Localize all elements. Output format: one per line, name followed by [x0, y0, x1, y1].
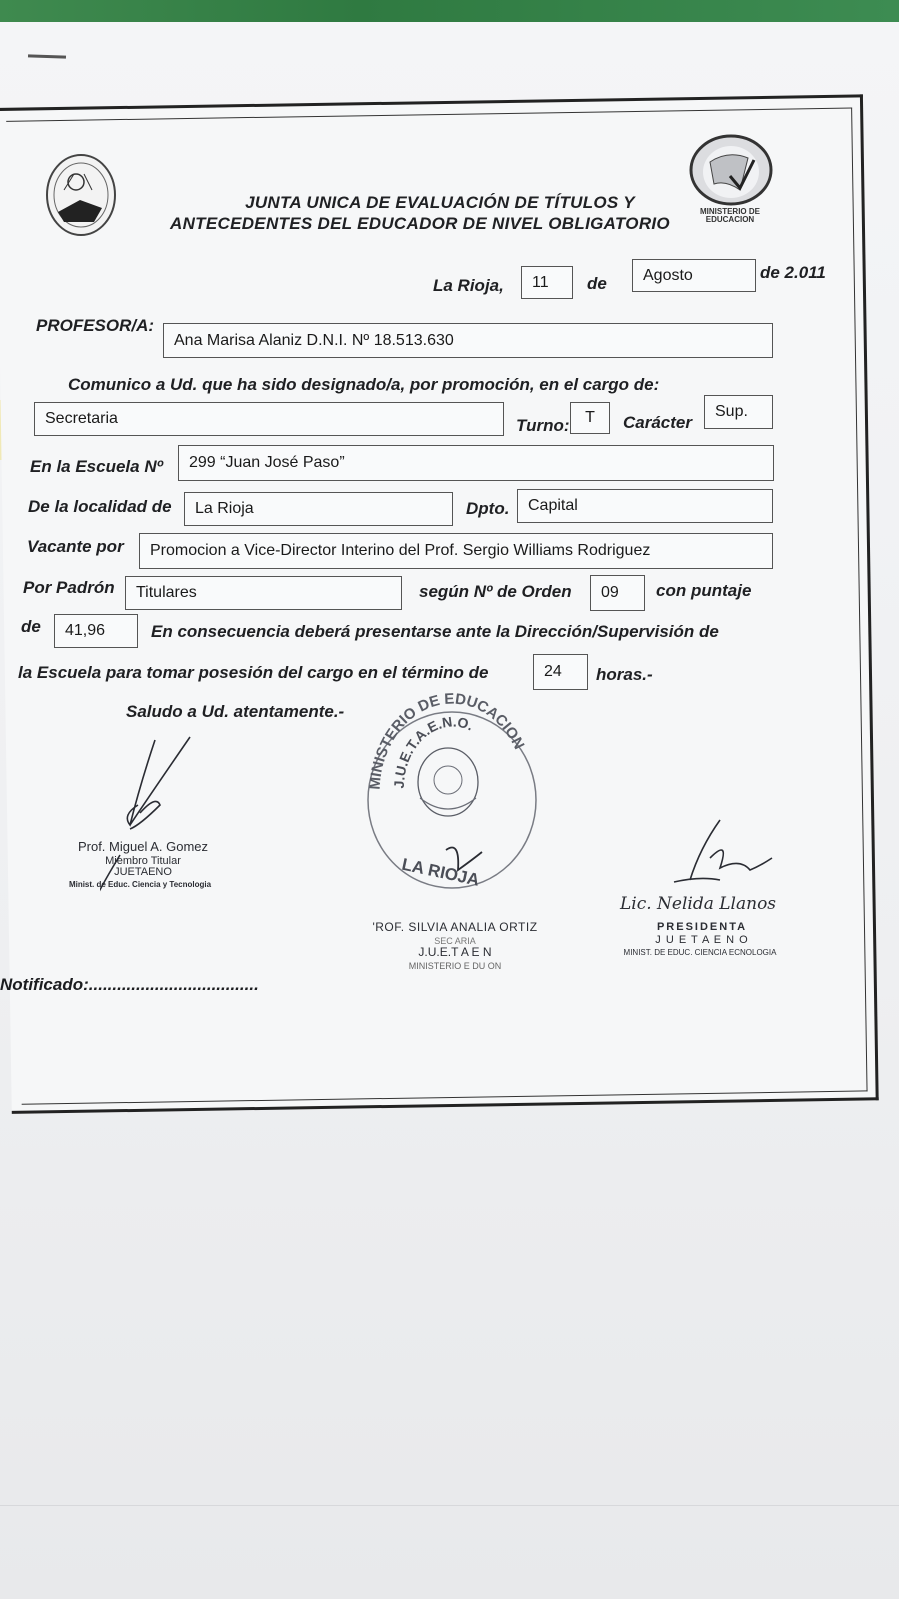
signature-left-org: JUETAENO: [114, 866, 172, 878]
stamp-bottom-text: LA RIOJA: [400, 854, 482, 890]
notificado-line: Notificado:....................................: [0, 975, 259, 994]
padron-label: Por Padrón: [23, 578, 115, 597]
date-place-label: La Rioja,: [433, 276, 504, 295]
stamp-outer-text: MINISTERIO DE EDUCACION: [366, 690, 528, 791]
saludo-text: Saludo a Ud. atentamente.-: [126, 702, 345, 721]
paper-fold-line: [0, 1505, 899, 1506]
svg-text:MINISTERIO DE EDUCACION: [367, 690, 528, 790]
puntaje-de-label: de: [21, 617, 41, 636]
turno-field: T: [570, 402, 610, 434]
puntaje-field: 41,96: [54, 614, 138, 648]
orden-field: 09: [590, 575, 645, 611]
official-stamp-icon: [362, 680, 540, 890]
consecuencia-text: En consecuencia deberá presentarse ante la Dirección/Supervisión de: [151, 622, 719, 641]
stamp-inner-text: J.U.E.T.A.E.N.O.: [390, 713, 476, 789]
padron-field: Titulares: [125, 576, 402, 610]
date-month-field: Agosto: [632, 259, 756, 292]
orden-label: según Nº de Orden: [419, 582, 572, 601]
profesor-field: Ana Marisa Alaniz D.N.I. Nº 18.513.630: [163, 323, 773, 358]
signature-right-ministry: MINIST. DE EDUC. CIENCIA ECNOLOGIA: [623, 948, 777, 957]
signature-center-role: SEC ARIA: [434, 936, 476, 946]
caracter-label: Carácter: [623, 413, 692, 432]
escuela-field: 299 “Juan José Paso”: [178, 445, 774, 481]
escuela-label: En la Escuela Nº: [30, 457, 163, 476]
termino-text: la Escuela para tomar posesión del cargo en el término de: [18, 663, 489, 682]
signature-center-ministry: MINISTERIO E DU ON: [408, 961, 502, 971]
signature-right-icon: [660, 818, 780, 898]
dpto-field: Capital: [517, 489, 773, 523]
signature-center-org: J.U.E.T A E N: [418, 945, 492, 959]
date-day-field: 11: [521, 266, 573, 299]
signature-right-org: J U E T A E N O: [655, 934, 749, 946]
puntaje-label: con puntaje: [656, 581, 752, 600]
signature-left-name: Prof. Miguel A. Gomez: [77, 839, 209, 854]
vacante-field: Promocion a Vice-Director Interino del Prof. Sergio Williams Rodriguez: [139, 533, 773, 569]
background-green-strip: [0, 0, 899, 24]
signature-right-role: PRESIDENTA: [656, 921, 748, 933]
junta-logo-icon: [44, 152, 118, 238]
cargo-field: Secretaria: [34, 402, 504, 436]
localidad-field: La Rioja: [184, 492, 453, 526]
ministry-label-line1: MINISTERIO DE: [699, 207, 760, 216]
vacante-label: Vacante por: [27, 537, 124, 556]
signature-left-ministry: Minist. de Educ. Ciencia y Tecnologia: [68, 880, 212, 889]
comunico-text: Comunico a Ud. que ha sido designado/a, por promoción, en el cargo de:: [68, 375, 660, 394]
turno-label: Turno:: [516, 416, 570, 435]
ministry-label-line2: EDUCACION: [705, 215, 755, 224]
signature-center-name: 'ROF. SILVIA ANALIA ORTIZ: [372, 920, 538, 934]
caracter-field: Sup.: [704, 395, 773, 429]
horas-field: 24: [533, 654, 588, 690]
signature-right-name: Lic. Nelida Llanos: [619, 894, 777, 914]
document-title-line2: ANTECEDENTES DEL EDUCADOR DE NIVEL OBLIGATORIO: [170, 214, 670, 233]
horas-label: horas.-: [596, 665, 653, 684]
date-year-label: de 2.011: [760, 263, 826, 282]
document-title-line1: JUNTA UNICA DE EVALUACIÓN DE TÍTULOS Y: [245, 193, 635, 212]
profesor-label: PROFESOR/A:: [36, 316, 155, 335]
date-de-label: de: [587, 274, 607, 293]
signature-left-role: Miembro Titular: [105, 855, 181, 867]
dpto-label: Dpto.: [466, 499, 510, 518]
localidad-label: De la localidad de: [28, 497, 172, 516]
